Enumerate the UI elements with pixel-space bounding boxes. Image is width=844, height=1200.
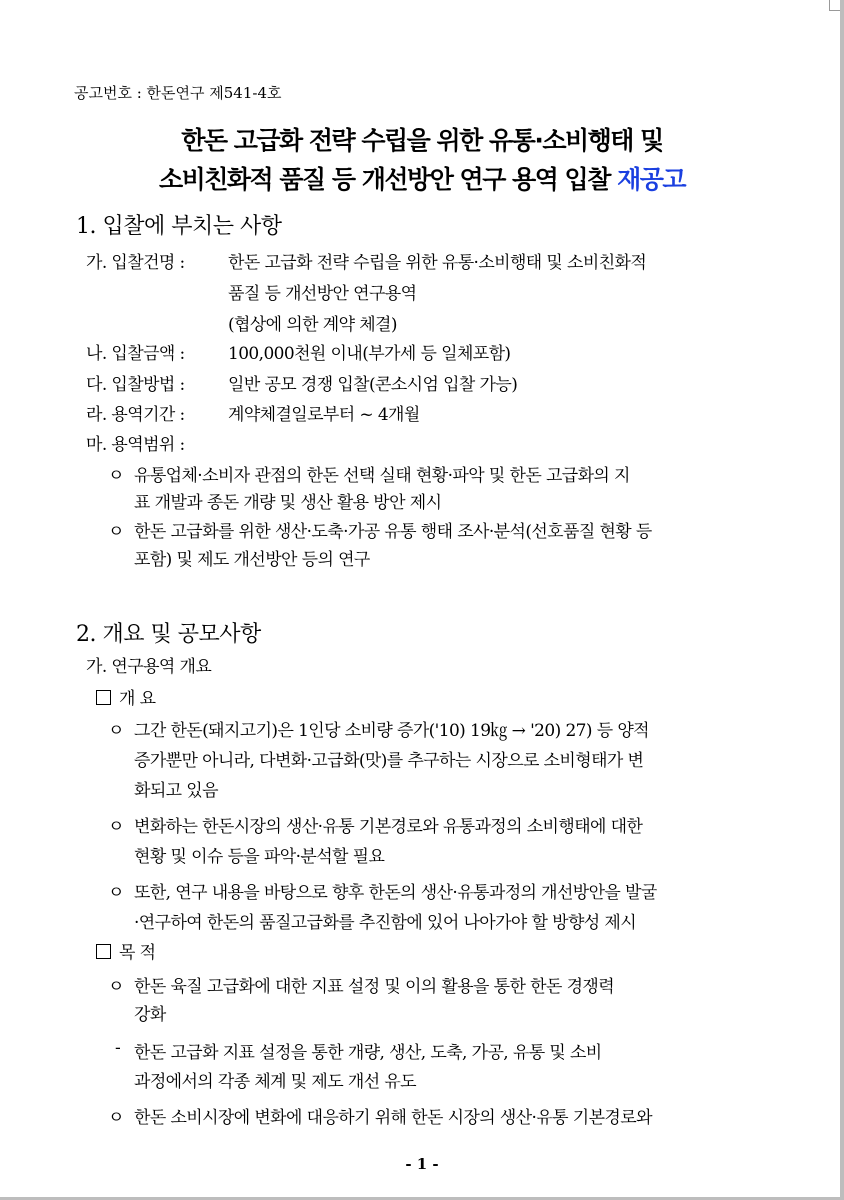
- overview-item3-line1: 또한, 연구 내용을 바탕으로 향후 한돈의 생산·유통과정의 개선방안을 발굴: [134, 883, 657, 903]
- overview-item1-line2: 증가뿐만 아니라, 다변화·고급화(맛)를 추구하는 시장으로 소비형태가 변: [134, 751, 644, 771]
- scope-bullet1-line2: 표 개발과 종돈 개량 및 생산 활용 방안 제시: [134, 493, 442, 513]
- overview-item3-line2: ·연구하여 한돈의 품질고급화를 추진함에 있어 나아가야 할 방향성 제시: [134, 913, 637, 933]
- bid-name-label: 가. 입찰건명 :: [86, 253, 185, 273]
- scope-bullet2-line1: 한돈 고급화를 위한 생산·도축·가공 유통 행태 조사·분석(선호품질 현황 등: [134, 522, 652, 542]
- scope-bullet1-line1: 유통업체·소비자 관점의 한돈 선택 실태 현황·파악 및 한돈 고급화의 지: [134, 466, 630, 486]
- dash-bullet: -: [115, 1038, 121, 1058]
- overview-item2-line2: 현황 및 이슈 등을 파악·분석할 필요: [134, 847, 385, 867]
- purpose-subitem-line2: 과정에서의 각종 체계 및 제도 개선 유도: [134, 1072, 416, 1092]
- overview-item2-line1: 변화하는 한돈시장의 생산·유통 기본경로와 유통과정의 소비행태에 대한: [134, 817, 643, 837]
- research-overview-subheading: 가. 연구용역 개요: [86, 657, 212, 677]
- bid-amount-value: 100,000천원 이내(부가세 등 일체포함): [228, 344, 511, 364]
- circle-bullet: ㅇ: [108, 817, 125, 837]
- circle-bullet: ㅇ: [108, 1108, 125, 1128]
- purpose-item1-line1: 한돈 육질 고급화에 대한 지표 설정 및 이의 활용을 통한 한돈 경쟁력: [134, 977, 615, 997]
- circle-bullet: ㅇ: [108, 883, 125, 903]
- bid-amount-label: 나. 입찰금액 :: [86, 344, 185, 364]
- purpose-label: 목 적: [119, 943, 156, 963]
- purpose-header: [96, 938, 155, 963]
- repost-label: 재공고: [617, 165, 686, 194]
- overview-item1-line1: 그간 한돈(돼지고기)은 1인당 소비량 증가('10) 19㎏ → '20) 27) 등 양적: [134, 721, 649, 741]
- scope-bullet2-line2: 포함) 및 제도 개선방안 등의 연구: [134, 550, 370, 570]
- circle-bullet: ㅇ: [108, 721, 125, 741]
- circle-bullet: ㅇ: [108, 522, 125, 542]
- page-edge-right: [840, 0, 844, 1200]
- section1-heading: 1. 입찰에 부치는 사항: [76, 214, 282, 239]
- service-scope-label: 마. 용역범위 :: [86, 435, 185, 455]
- overview-header: [96, 684, 155, 709]
- checkbox-square-icon: [96, 690, 111, 705]
- circle-bullet: ㅇ: [108, 466, 125, 486]
- overview-item1-line3: 화되고 있음: [134, 781, 218, 801]
- section2-heading: 2. 개요 및 공모사항: [76, 622, 261, 647]
- purpose-item1-line2: 강화: [134, 1005, 166, 1025]
- page-number: - 1 -: [405, 1155, 439, 1173]
- checkbox-square-icon: [96, 944, 111, 959]
- title-main: 소비친화적 품질 등 개선방안 연구 용역 입찰: [158, 165, 610, 194]
- bid-name-line1: 한돈 고급화 전략 수립을 위한 유통·소비행태 및 소비친화적: [228, 253, 647, 273]
- bid-name-line2: 품질 등 개선방안 연구용역: [228, 284, 417, 304]
- service-period-label: 라. 용역기간 :: [86, 405, 185, 425]
- bid-name-line3: (협상에 의한 계약 체결): [228, 315, 397, 335]
- bid-method-label: 다. 입찰방법 :: [86, 375, 185, 395]
- document-title-line1: 한돈 고급화 전략 수립을 위한 유통·소비행태 및: [181, 126, 663, 155]
- circle-bullet: ㅇ: [108, 977, 125, 997]
- document-title-line2: [60, 160, 784, 196]
- overview-label: 개 요: [119, 689, 156, 709]
- purpose-subitem-line1: 한돈 고급화 지표 설정을 통한 개량, 생산, 도축, 가공, 유통 및 소비: [134, 1043, 602, 1063]
- purpose-item2-line1: 한돈 소비시장에 변화에 대응하기 위해 한돈 시장의 생산·유통 기본경로와: [134, 1108, 652, 1128]
- service-period-value: 계약체결일로부터 ~ 4개월: [228, 405, 420, 425]
- page-corner-mark: [829, 0, 840, 11]
- notice-number: 공고번호 : 한돈연구 제541-4호: [74, 84, 282, 102]
- bid-method-value: 일반 공모 경쟁 입찰(콘소시엄 입찰 가능): [228, 375, 518, 395]
